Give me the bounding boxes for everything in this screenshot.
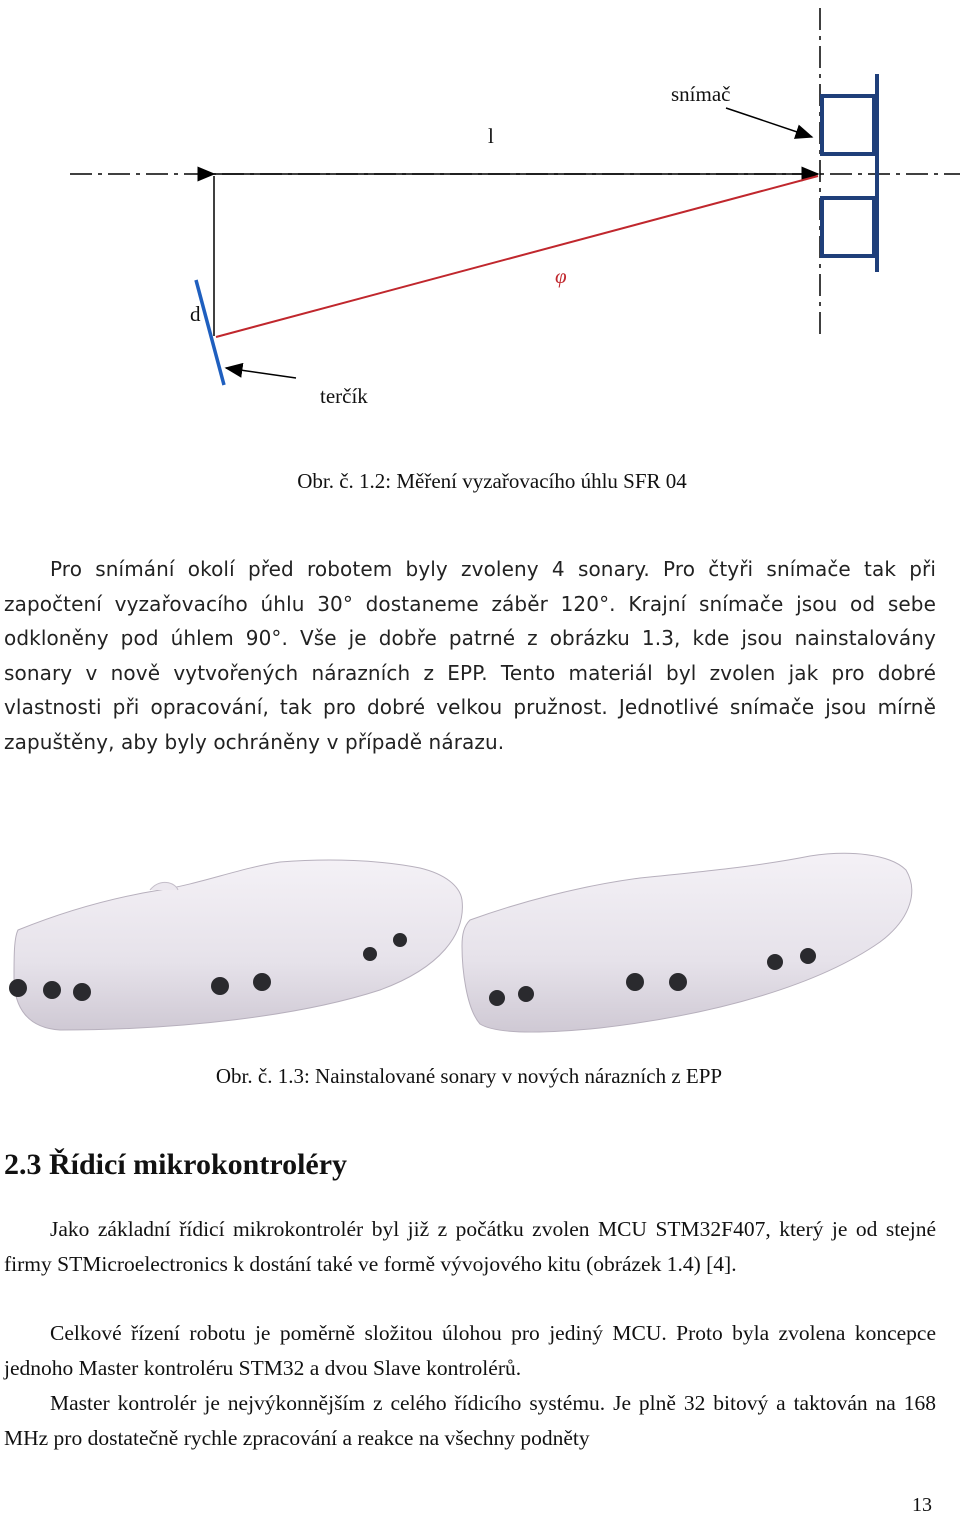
label-phi: φ [555, 264, 567, 288]
sonar [211, 977, 229, 995]
sonar [489, 990, 505, 1006]
angle-line [216, 176, 818, 337]
sonar [626, 973, 644, 991]
label-d: d [190, 302, 201, 326]
transducer-bottom [822, 198, 874, 256]
label-tercik: terčík [320, 384, 368, 408]
sonar [393, 933, 407, 947]
figure-1-3-caption: Obr. č. 1.3: Nainstalované sonary v nových nárazních z EPP [215, 1064, 723, 1088]
bumper-photo [0, 838, 960, 1050]
page-number: 13 [912, 1494, 932, 1516]
sonar [253, 973, 271, 991]
transducer-top [822, 96, 874, 154]
target-plate [196, 280, 224, 385]
label-snimac: snímač [671, 82, 731, 106]
sonar [73, 983, 91, 1001]
snimac-pointer-arrow [726, 108, 812, 137]
paragraph-4: Master kontrolér je nejvýkonnějším z celého řídicího systému. Je plně 32 bitový a taktován na 168 MHz pro dostatečně rychle zpracování a reakce na všechny podněty [4, 1391, 936, 1450]
sensor-assembly [822, 74, 877, 272]
sonar [767, 954, 783, 970]
sonar [669, 973, 687, 991]
paragraph-2: Jako základní řídicí mikrokontrolér byl již z počátku zvolen MCU STM32F407, který je od stejné firmy STMicroelectronics k dostání také ve formě vývojového kitu (obrázek 1.4) [4]. [4, 1217, 936, 1276]
sonar [9, 979, 27, 997]
tercik-pointer-arrow [226, 368, 296, 378]
section-heading: 2.3 Řídicí mikrokontroléry [4, 1148, 348, 1181]
label-l: l [488, 124, 494, 148]
paragraph-1: Pro snímání okolí před robotem byly zvoleny 4 sonary. Pro čtyři snímače tak při započtení vyzařovacího úhlu 30° dostaneme záběr 120°. Krajní snímače jsou od sebe odkloněny pod úhlem 90°. Vše je dobře patrné z obrázku 1.3, kde jsou nainstalovány sonary v nově vytvořených nárazních z EPP. Tento materiál byl zvolen jak pro dobré vlastnosti při opracování, tak pro dobré velkou pružnost. Jednotlivé snímače jsou mírně zapuštěny, aby byly ochráněny v případě nárazu. [4, 557, 936, 754]
figure-1-2-caption: Obr. č. 1.2: Měření vyzařovacího úhlu SFR 04 [297, 469, 687, 493]
sonar [800, 948, 816, 964]
right-bumper [462, 853, 912, 1032]
paragraph-3: Celkové řízení robotu je poměrně složitou úlohou pro jediný MCU. Proto byla zvolena koncepce jednoho Master kontroléru STM32 a dvou Slave kontrolérů. [4, 1321, 936, 1380]
sonar [363, 947, 377, 961]
sonar [518, 986, 534, 1002]
measurement-diagram [0, 0, 960, 420]
sonar [43, 981, 61, 999]
